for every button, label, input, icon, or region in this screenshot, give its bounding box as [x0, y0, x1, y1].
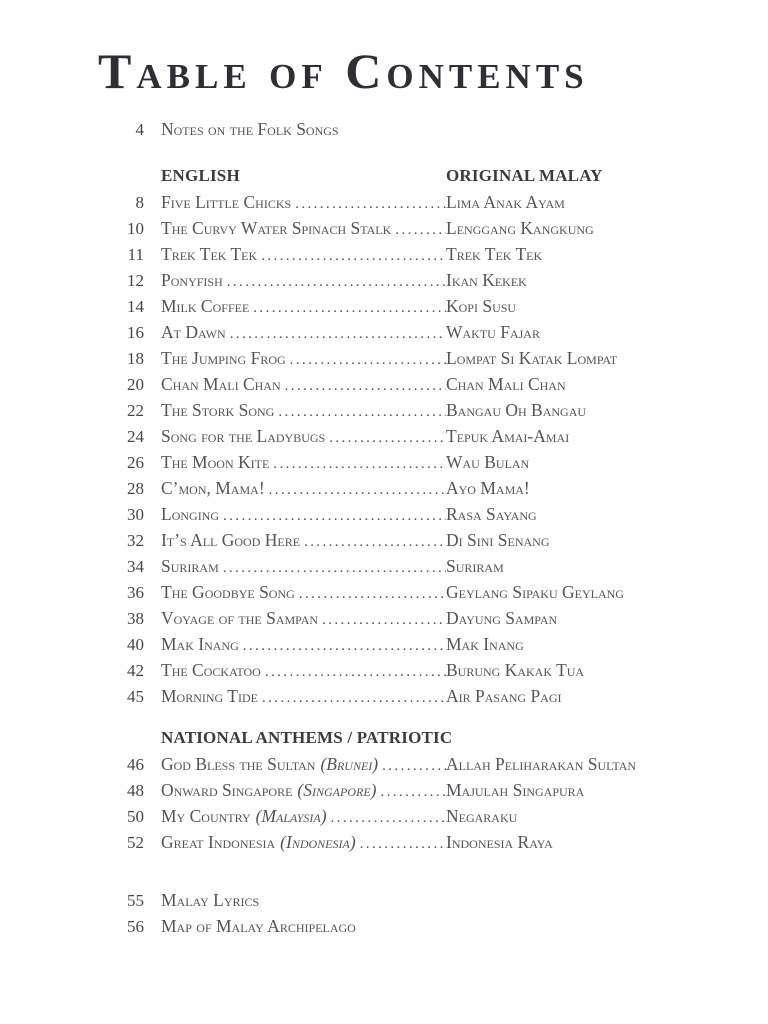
- entry-label: Malay Lyrics: [161, 890, 260, 910]
- dot-leader: [322, 605, 446, 633]
- toc-row: [108, 397, 728, 423]
- english-title-cell: [161, 189, 446, 217]
- page-number: 36: [127, 583, 144, 602]
- toc-row: [108, 449, 728, 475]
- english-title-cell: [161, 829, 446, 857]
- english-title-cell: [161, 605, 446, 633]
- page-number: 26: [127, 453, 144, 472]
- song-title-malay: Lima Anak Ayam: [446, 192, 565, 212]
- toc-row: [108, 267, 728, 293]
- english-title-cell: [161, 475, 446, 503]
- song-title-english: C’mon, Mama!: [161, 478, 265, 498]
- english-title-cell: [161, 397, 446, 425]
- anthem-title-malay: Indonesia Raya: [446, 832, 553, 852]
- song-title-english: Five Little Chicks: [161, 192, 292, 212]
- song-title-english: The Curvy Water Spinach Stalk: [161, 218, 392, 238]
- song-title-english: Ponyfish: [161, 270, 223, 290]
- song-title-english: Song for the Ladybugs: [161, 426, 326, 446]
- english-column-header-cell: [161, 163, 446, 189]
- dot-leader: [360, 829, 446, 857]
- page-number: 20: [127, 375, 144, 394]
- song-title-malay: Waktu Fajar: [446, 322, 540, 342]
- toc-row: [108, 319, 728, 345]
- folk-songs-list: [108, 189, 728, 709]
- song-title-malay: Chan Mali Chan: [446, 374, 566, 394]
- dot-leader: [299, 579, 446, 607]
- dot-leader: [253, 293, 446, 321]
- anthem-title-english: Great Indonesia: [161, 832, 276, 852]
- column-header-malay: ORIGINAL MALAY: [446, 166, 603, 185]
- toc-row: [108, 475, 728, 501]
- page-number: 28: [127, 479, 144, 498]
- dot-leader: [262, 683, 446, 711]
- english-title-cell: [161, 501, 446, 529]
- song-title-english: Trek Tek Tek: [161, 244, 258, 264]
- song-title-malay: Kopi Susu: [446, 296, 517, 316]
- song-title-malay: Tepuk Amai-Amai: [446, 426, 570, 446]
- anthem-title-english: Onward Singapore: [161, 780, 293, 800]
- page-number: 45: [127, 687, 144, 706]
- song-title-malay: Dayung Sampan: [446, 608, 558, 628]
- back-matter-list: [108, 887, 728, 939]
- anthems-section-header-row: [108, 725, 728, 751]
- toc-row: [108, 423, 728, 449]
- toc-row: [108, 631, 728, 657]
- song-title-english: Voyage of the Sampan: [161, 608, 319, 628]
- dot-leader: [329, 423, 446, 451]
- song-title-malay: Burung Kakak Tua: [446, 660, 585, 680]
- dot-leader: [290, 345, 446, 373]
- song-title-malay: Di Sini Senang: [446, 530, 550, 550]
- song-title-malay: Mak Inang: [446, 634, 524, 654]
- english-title-cell: [161, 423, 446, 451]
- english-title-cell: [161, 751, 446, 779]
- toc-row: [108, 371, 728, 397]
- song-title-malay: Rasa Sayang: [446, 504, 537, 524]
- song-title-english: Chan Mali Chan: [161, 374, 281, 394]
- anthem-title-english: My Country: [161, 806, 251, 826]
- english-title-cell: [161, 371, 446, 399]
- dot-leader: [223, 553, 446, 581]
- english-title-cell: [161, 777, 446, 805]
- english-title-cell: [161, 449, 446, 477]
- song-title-english: Longing: [161, 504, 220, 524]
- song-title-english: The Goodbye Song: [161, 582, 295, 602]
- song-title-malay: Ikan Kekek: [446, 270, 527, 290]
- dot-leader: [273, 449, 446, 477]
- song-title-malay: Wau Bulan: [446, 452, 530, 472]
- toc-row: [108, 829, 728, 855]
- page-number: 24: [127, 427, 144, 446]
- page-number: 34: [127, 557, 144, 576]
- toc-row: [108, 803, 728, 829]
- song-title-malay: Air Pasang Pagi: [446, 686, 562, 706]
- toc-row: [108, 657, 728, 683]
- toc-row: [108, 189, 728, 215]
- page-number: 48: [127, 781, 144, 800]
- toc-list: [108, 116, 728, 939]
- dot-leader: [395, 215, 446, 243]
- dot-leader: [295, 189, 446, 217]
- song-title-english: Milk Coffee: [161, 296, 250, 316]
- page-number: 52: [127, 833, 144, 852]
- entry-label: Notes on the Folk Songs: [161, 119, 339, 139]
- song-title-english: The Cockatoo: [161, 660, 261, 680]
- toc-row: [108, 527, 728, 553]
- page-number: 16: [127, 323, 144, 342]
- song-title-english: Suriram: [161, 556, 219, 576]
- toc-row: [108, 683, 728, 709]
- song-title-malay: Ayo Mama!: [446, 478, 530, 498]
- song-title-english: The Jumping Frog: [161, 348, 286, 368]
- toc-row: [108, 215, 728, 241]
- page-number: 18: [127, 349, 144, 368]
- page-number: 22: [127, 401, 144, 420]
- english-title-cell: [161, 215, 446, 243]
- song-title-english: It’s All Good Here: [161, 530, 301, 550]
- page-number: 10: [127, 219, 144, 238]
- page-number: 50: [127, 807, 144, 826]
- song-title-english: At Dawn: [161, 322, 226, 342]
- english-title-cell: [161, 241, 446, 269]
- anthem-title-malay: Majulah Singapura: [446, 780, 585, 800]
- toc-row: [108, 501, 728, 527]
- english-title-cell: [161, 293, 446, 321]
- dot-leader: [261, 241, 446, 269]
- song-title-malay: Geylang Sipaku Geylang: [446, 582, 624, 602]
- english-title-cell: [161, 803, 446, 831]
- toc-row: [108, 241, 728, 267]
- toc-row: [108, 605, 728, 631]
- anthem-country: (Indonesia): [280, 832, 356, 852]
- toc-row: [108, 777, 728, 803]
- toc-row: [108, 293, 728, 319]
- dot-leader: [285, 371, 446, 399]
- song-title-english: Mak Inang: [161, 634, 239, 654]
- page-number: 4: [135, 120, 144, 139]
- english-title-cell: [161, 345, 446, 373]
- anthem-country: (Brunei): [320, 754, 379, 774]
- dot-leader: [269, 475, 446, 503]
- english-title-cell: [161, 553, 446, 581]
- toc-row: [108, 887, 728, 913]
- dot-leader: [230, 319, 446, 347]
- english-title-cell: [161, 657, 446, 685]
- dot-leader: [278, 397, 446, 425]
- page-number: 38: [127, 609, 144, 628]
- page-title: Table of Contents: [98, 43, 589, 99]
- anthems-section-header: NATIONAL ANTHEMS / PATRIOTIC: [161, 728, 453, 747]
- page-number: 12: [127, 271, 144, 290]
- dot-leader: [223, 501, 446, 529]
- column-headers-row: [108, 163, 728, 189]
- english-title-cell: [161, 579, 446, 607]
- dot-leader: [265, 657, 446, 685]
- dot-leader: [304, 527, 446, 555]
- english-title-cell: [161, 683, 446, 711]
- entry-label: Map of Malay Archipelago: [161, 916, 356, 936]
- dot-leader: [227, 267, 446, 295]
- page-number: 46: [127, 755, 144, 774]
- page-number: 8: [135, 193, 144, 212]
- column-header-english: ENGLISH: [161, 166, 240, 185]
- song-title-malay: Bangau Oh Bangau: [446, 400, 587, 420]
- anthem-title-malay: Negaraku: [446, 806, 518, 826]
- anthem-title-english: God Bless the Sultan: [161, 754, 316, 774]
- toc-row: [108, 579, 728, 605]
- toc-row-notes: [108, 116, 728, 142]
- toc-row: [108, 751, 728, 777]
- english-title-cell: [161, 631, 446, 659]
- song-title-malay: Lenggang Kangkung: [446, 218, 594, 238]
- anthems-list: [108, 751, 728, 855]
- page-number: 40: [127, 635, 144, 654]
- song-title-english: The Moon Kite: [161, 452, 270, 472]
- page-number: 32: [127, 531, 144, 550]
- anthem-country: (Singapore): [297, 780, 377, 800]
- dot-leader: [331, 803, 446, 831]
- toc-row: [108, 913, 728, 939]
- page-number: 30: [127, 505, 144, 524]
- anthem-country: (Malaysia): [255, 806, 327, 826]
- page-number: 14: [127, 297, 144, 316]
- page-number: 55: [127, 891, 144, 910]
- song-title-english: The Stork Song: [161, 400, 275, 420]
- english-title-cell: [161, 319, 446, 347]
- toc-row: [108, 345, 728, 371]
- song-title-malay: Lompat Si Katak Lompat: [446, 348, 618, 368]
- page-number: 11: [127, 245, 144, 264]
- dot-leader: [380, 777, 446, 805]
- dot-leader: [382, 751, 446, 779]
- page-number: 42: [127, 661, 144, 680]
- toc-row: [108, 553, 728, 579]
- song-title-malay: Trek Tek Tek: [446, 244, 543, 264]
- song-title-malay: Suriram: [446, 556, 504, 576]
- anthem-title-malay: Allah Peliharakan Sultan: [446, 754, 637, 774]
- dot-leader: [243, 631, 446, 659]
- english-title-cell: [161, 527, 446, 555]
- english-title-cell: [161, 267, 446, 295]
- song-title-english: Morning Tide: [161, 686, 258, 706]
- page-number: 56: [127, 917, 144, 936]
